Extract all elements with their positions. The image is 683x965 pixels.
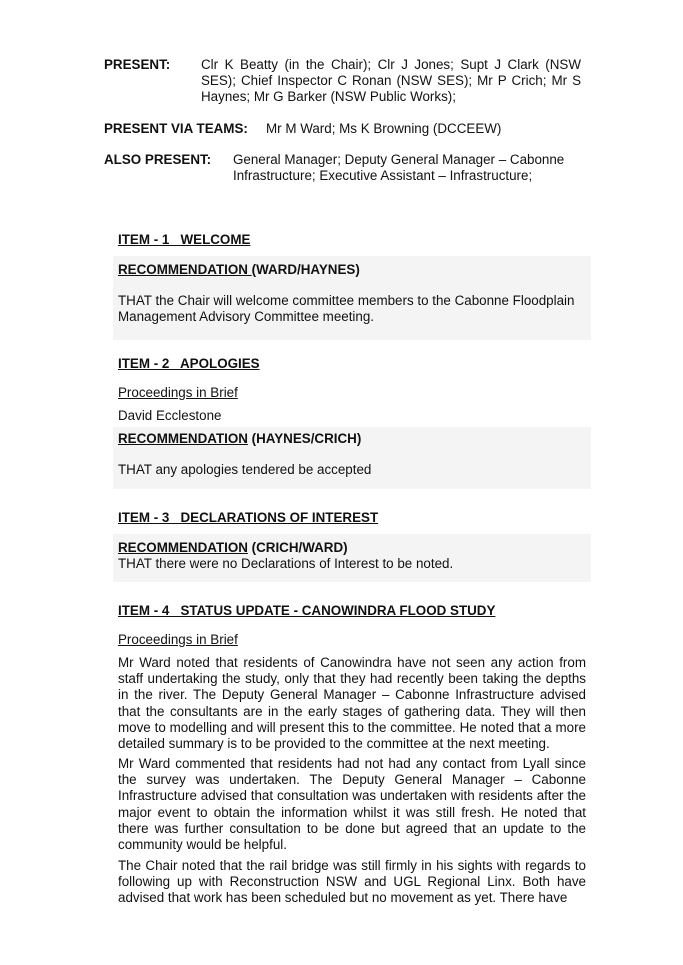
item-4-paragraph-3: The Chair noted that the rail bridge was still firmly in his sights with regards to following up with Reconstruction NSW and UGL Regional Linx. Both have advised that work has been scheduled but no movement as yet. There have (118, 858, 586, 906)
recommendation-label: RECOMMENDATION (118, 262, 252, 277)
item-4-proceedings-label: Proceedings in Brief (118, 632, 238, 647)
item-3-recommendation-text: THAT there were no Declarations of Interest to be noted. (118, 556, 454, 571)
item-2-proceedings-label: Proceedings in Brief (118, 385, 238, 400)
item-2-heading: ITEM - 2 APOLOGIES (118, 356, 260, 371)
item-4-paragraph-1: Mr Ward noted that residents of Canowindra have not seen any action from staff undertaking the study, only that they had recently been taking the depths in the river. The Deputy General Manager – Cabonne Infrastructure advised that the consultants are in the early stages of gathering data. They will then move to modelling and will present this to the committee. He noted that a more detailed summary is to be provided to the committee at the next meeting. (118, 655, 586, 752)
item-4-heading: ITEM - 4 STATUS UPDATE - CANOWINDRA FLOOD STUDY (118, 603, 496, 618)
present-label: PRESENT: (104, 57, 171, 72)
item-3-heading: ITEM - 3 DECLARATIONS OF INTEREST (118, 510, 379, 525)
item-2-recommendation (118, 431, 361, 447)
item-2-recommendation-text: THAT any apologies tendered be accepted (118, 462, 372, 477)
recommendation-movers: (WARD/HAYNES) (251, 262, 360, 277)
item-1-heading: ITEM - 1 WELCOME (118, 232, 251, 247)
item-1-recommendation-text: THAT the Chair will welcome committee members to the Cabonne Floodplain Management Advisory Committee meeting. (118, 293, 575, 324)
item-2-proceedings-text: David Ecclestone (118, 408, 222, 423)
recommendation-movers: (CRICH/WARD) (247, 540, 348, 555)
item-4-paragraph-2: Mr Ward commented that residents had not had any contact from Lyall since the survey was undertaken. The Deputy General Manager – Cabonne Infrastructure advised that consultation was undertaken with residents after the major event to obtain the information whilst it was still fresh. He noted that there was further consultation to be done but agreed that an update to the community would be helpful. (118, 756, 586, 853)
recommendation-label: RECOMMENDATION (118, 431, 248, 446)
also-present-label: ALSO PRESENT: (104, 152, 212, 167)
present-list: Clr K Beatty (in the Chair); Clr J Jones; Supt J Clark (NSW SES); Chief Inspector C Ronan (NSW SES); Mr P Crich; Mr S Haynes; Mr G Barker (NSW Public Works); (201, 57, 581, 104)
present-via-teams-list: Mr M Ward; Ms K Browning (DCCEEW) (266, 121, 502, 136)
item-3-recommendation (118, 540, 348, 556)
recommendation-label: RECOMMENDATION (118, 540, 248, 555)
recommendation-movers: (HAYNES/CRICH) (247, 431, 362, 446)
present-via-teams-label: PRESENT VIA TEAMS: (104, 121, 248, 136)
item-1-recommendation (118, 262, 360, 278)
also-present-list: General Manager; Deputy General Manager – Cabonne Infrastructure; Executive Assistant – Infrastructure; (233, 152, 565, 183)
